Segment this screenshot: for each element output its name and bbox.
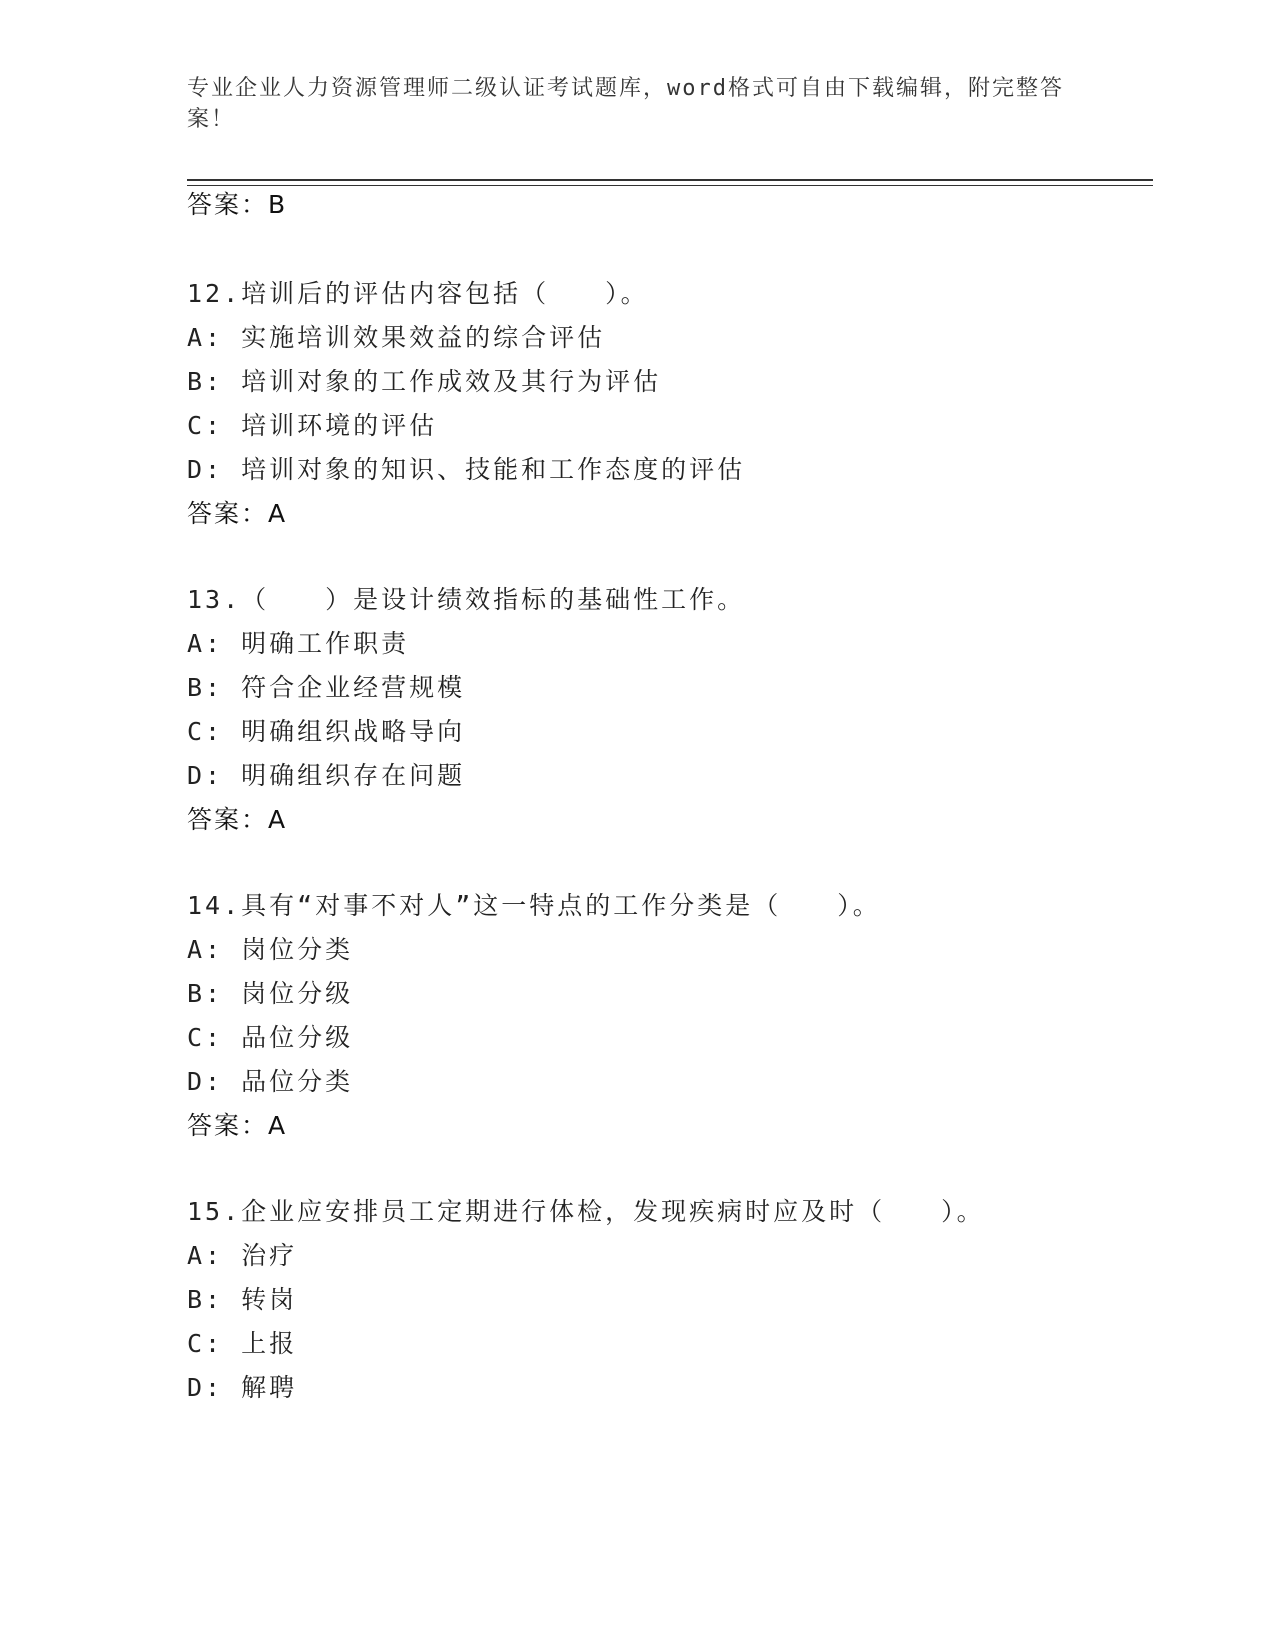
question-13-option-a: A: 明确工作职责 <box>187 629 410 658</box>
question-15-option-c: C: 上报 <box>187 1329 298 1358</box>
question-15-option-a: A: 治疗 <box>187 1241 298 1270</box>
question-12-option-c: C: 培训环境的评估 <box>187 411 438 440</box>
question-15-option-d: D: 解聘 <box>187 1373 298 1402</box>
question-15-stem: 15.企业应安排员工定期进行体检，发现疾病时应及时（ ）。 <box>187 1197 985 1226</box>
previous-answer: 答案：B <box>187 190 288 219</box>
header-rule-thick <box>187 179 1153 181</box>
question-13-option-b: B: 符合企业经营规模 <box>187 673 466 702</box>
question-13-option-c: C: 明确组织战略导向 <box>187 717 466 746</box>
question-13-option-d: D: 明确组织存在问题 <box>187 761 466 790</box>
question-13-answer: 答案：A <box>187 805 288 834</box>
question-14-option-b: B: 岗位分级 <box>187 979 354 1008</box>
question-13-stem: 13.（ ）是设计绩效指标的基础性工作。 <box>187 585 746 614</box>
question-14-option-c: C: 品位分级 <box>187 1023 354 1052</box>
question-14-answer: 答案：A <box>187 1111 288 1140</box>
question-12-stem: 12.培训后的评估内容包括（ ）。 <box>187 279 649 308</box>
question-12-option-d: D: 培训对象的知识、技能和工作态度的评估 <box>187 455 746 484</box>
document-header: 专业企业人力资源管理师二级认证考试题库，word格式可自由下载编辑，附完整答案！ <box>187 76 1064 132</box>
question-14-option-a: A: 岗位分类 <box>187 935 354 964</box>
question-15-option-b: B: 转岗 <box>187 1285 298 1314</box>
question-12-option-a: A: 实施培训效果效益的综合评估 <box>187 323 606 352</box>
question-14-stem: 14.具有“对事不对人”这一特点的工作分类是（ ）。 <box>187 891 881 920</box>
question-12-answer: 答案：A <box>187 499 288 528</box>
question-14-option-d: D: 品位分类 <box>187 1067 354 1096</box>
question-12-option-b: B: 培训对象的工作成效及其行为评估 <box>187 367 662 396</box>
header-rule-thin <box>187 185 1153 186</box>
